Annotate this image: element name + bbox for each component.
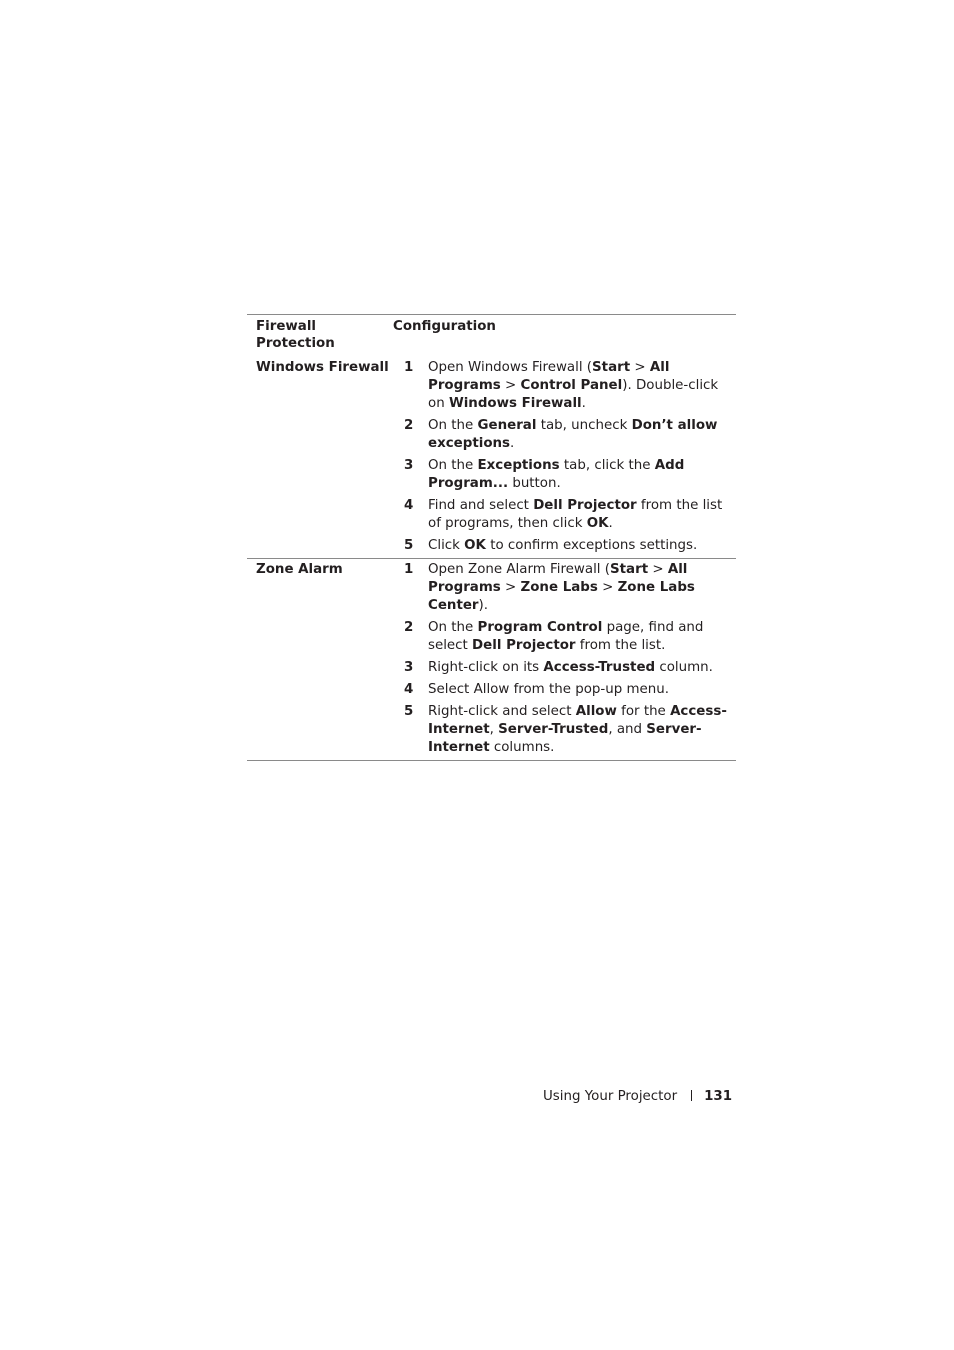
footer-section-title: Using Your Projector [543,1089,678,1104]
bold-term: Control Panel [520,378,623,393]
text-run: , [489,722,499,737]
bold-term: Server-Trusted [498,722,609,737]
text-run: from the list of programs, then click [428,498,723,531]
header-firewall-protection: Firewall Protection [256,319,335,351]
bold-term: General [477,418,537,433]
text-run: Open Zone Alarm Firewall ( [428,562,611,577]
step-text [428,537,736,555]
text-run: tab, click the [559,458,655,473]
bold-term: Add Program... [428,458,685,491]
text-run: button. [508,476,561,491]
step-text [428,619,736,655]
text-run: ). [478,598,489,613]
step-number: 4 [404,498,414,513]
list-item [393,457,736,493]
bold-term: Access-Internet [428,704,727,737]
bold-term: Zone Labs [520,580,598,595]
bold-term: Don’t allow exceptions [428,418,718,451]
text-run: On the [428,418,478,433]
bold-term: Server-Internet [428,722,702,755]
step-number: 3 [404,458,414,473]
list-item [393,703,736,757]
page-footer [543,1088,732,1106]
text-run: Select Allow from the pop-up menu. [428,682,669,697]
text-run: ). Double-click on [428,378,719,411]
text-run: . [510,436,515,451]
firewall-name: Zone Alarm [256,562,343,577]
text-run: , and [608,722,647,737]
text-run: for the [616,704,671,719]
step-text [428,561,736,615]
list-item [393,619,736,655]
text-run: column. [655,660,713,675]
bold-term: OK [586,516,609,531]
text-run: On the [428,620,478,635]
step-number: 4 [404,682,414,697]
step-number: 1 [404,562,414,577]
text-run: Click [428,538,465,553]
bold-term: Allow [575,704,617,719]
list-item [393,417,736,453]
bold-term: Dell Projector [472,638,576,653]
step-text [428,681,736,699]
step-text [428,457,736,493]
bold-term: Start [610,562,649,577]
table-header [247,315,736,357]
bold-term: Start [592,360,631,375]
text-run: > [500,580,521,595]
bold-term: Access-Trusted [543,660,656,675]
bold-term: All Programs [428,360,670,393]
text-run: Right-click on its [428,660,544,675]
bold-term: All Programs [428,562,688,595]
page-number: 131 [704,1089,733,1104]
text-run: On the [428,458,478,473]
config-steps [393,357,736,558]
list-item [393,659,736,677]
header-configuration: Configuration [393,319,496,334]
text-run: > [500,378,521,393]
list-item [393,359,736,413]
text-run: tab, uncheck [536,418,632,433]
text-run: . [608,516,613,531]
step-text [428,659,736,677]
step-number: 5 [404,538,414,553]
table-row [247,558,736,760]
step-number: 2 [404,620,414,635]
text-run: Find and select [428,498,534,513]
text-run: > [630,360,650,375]
text-run: to confirm exceptions settings. [485,538,698,553]
list-item [393,561,736,615]
footer-divider [691,1090,692,1101]
text-run: columns. [489,740,555,755]
text-run: Right-click and select [428,704,576,719]
step-number: 2 [404,418,414,433]
firewall-config-table [247,314,736,761]
list-item [393,497,736,533]
table-body [247,357,736,760]
step-text [428,417,736,453]
text-run: . [581,396,586,411]
bold-term: Dell Projector [533,498,637,513]
bold-term: Windows Firewall [448,396,582,411]
step-number: 3 [404,660,414,675]
bold-term: OK [464,538,486,553]
text-run: page, find and select [428,620,704,653]
firewall-name: Windows Firewall [256,360,389,375]
bold-term: Zone Labs Center [428,580,695,613]
bold-term: Exceptions [477,458,560,473]
step-text [428,359,736,413]
table-row [247,357,736,558]
step-text [428,497,736,533]
list-item [393,537,736,555]
step-number: 5 [404,704,414,719]
step-text [428,703,736,757]
list-item [393,681,736,699]
bold-term: Program Control [477,620,603,635]
text-run: Open Windows Firewall ( [428,360,593,375]
text-run: > [597,580,618,595]
step-number: 1 [404,360,414,375]
text-run: from the list. [575,638,666,653]
config-steps [393,559,736,760]
text-run: > [648,562,668,577]
